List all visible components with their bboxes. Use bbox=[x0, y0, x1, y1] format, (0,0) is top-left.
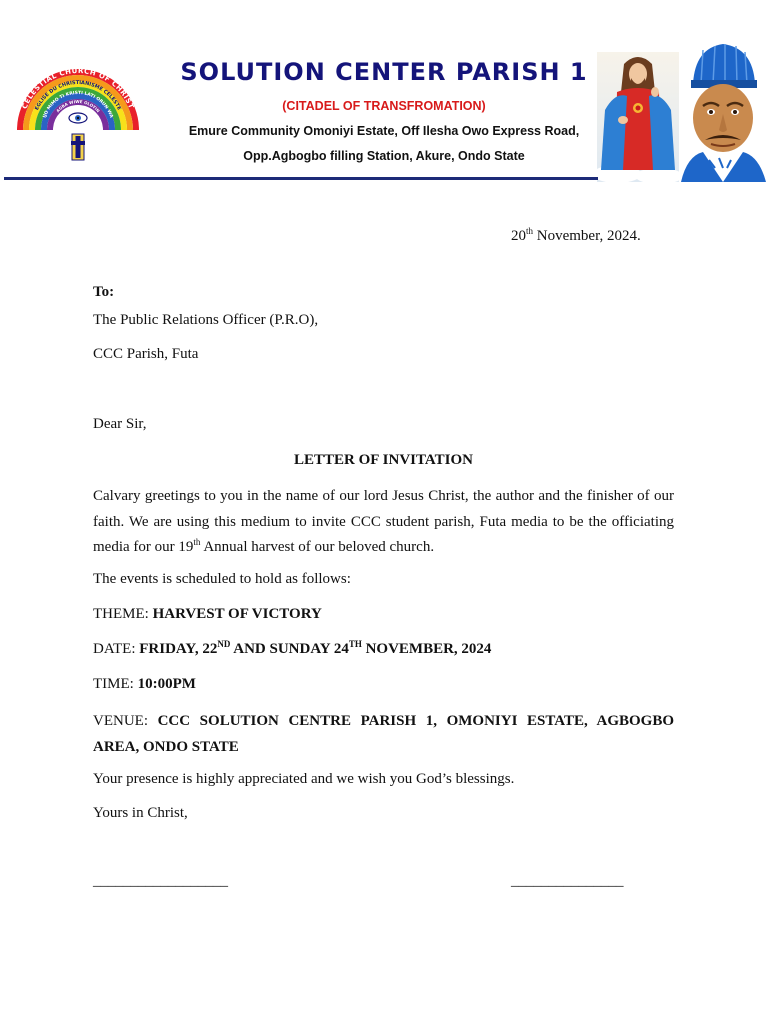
svg-text:EGLISE DU CHRISTIANISME CELEST: EGLISE DU CHRISTIANISME CELESTE bbox=[34, 79, 122, 112]
theme-line: THEME: HARVEST OF VICTORY bbox=[93, 606, 322, 622]
to-label: To: bbox=[93, 284, 115, 300]
parish-subtitle: (CITADEL OF TRANSFROMATION) bbox=[282, 99, 486, 113]
letter-date: 20th November, 2024. bbox=[511, 226, 641, 244]
svg-text:CELESTIAL CHURCH OF CHRIST: CELESTIAL CHURCH OF CHRIST bbox=[20, 66, 136, 111]
svg-text:IJO MIMO TI KRISTI LATI ORUN W: IJO MIMO TI KRISTI LATI ORUN WA bbox=[42, 90, 114, 119]
salutation: Dear Sir, bbox=[93, 416, 147, 432]
signature-line-left: __________________ bbox=[93, 873, 228, 889]
address-line-1: Emure Community Omoniyi Estate, Off Ilesha Owo Express Road, bbox=[188, 124, 580, 138]
header-divider bbox=[4, 177, 598, 180]
jesus-portrait-icon bbox=[597, 52, 679, 182]
address-line-2: Opp.Agbogbo filling Station, Akure, Ondo State bbox=[243, 149, 525, 163]
recipient-line-1: The Public Relations Officer (P.R.O), bbox=[93, 312, 319, 328]
time-line: TIME: 10:00PM bbox=[93, 676, 196, 692]
letter-heading: LETTER OF INVITATION bbox=[294, 452, 473, 468]
closing-line: Yours in Christ, bbox=[93, 805, 188, 821]
recipient-line-2: CCC Parish, Futa bbox=[93, 346, 199, 362]
svg-text:AGBA WIWE OLOYIN: AGBA WIWE OLOYIN bbox=[55, 98, 101, 114]
invitation-paragraph: Calvary greetings to you in the name of our lord Jesus Christ, the author and the finisher of our faith. We are using this medium to invite CCC student parish, Futa media to be the officiating media for our 19th Annual harvest of our beloved church. bbox=[93, 488, 674, 555]
venue-line: VENUE: CCC SOLUTION CENTRE PARISH 1, OMONIYI ESTATE, AGBOGBO AREA, ONDO STATE bbox=[93, 713, 674, 755]
ccc-crest-icon bbox=[14, 62, 142, 162]
event-date-line: DATE: FRIDAY, 22ND AND SUNDAY 24TH NOVEMBER, 2024 bbox=[93, 639, 492, 657]
founder-portrait-icon bbox=[679, 44, 768, 182]
signature-line-right: _______________ bbox=[511, 873, 624, 889]
events-intro: The events is scheduled to hold as follows: bbox=[93, 571, 351, 587]
parish-title: SOLUTION CENTER PARISH 1 bbox=[180, 58, 588, 86]
presence-line: Your presence is highly appreciated and we wish you God’s blessings. bbox=[93, 771, 515, 787]
